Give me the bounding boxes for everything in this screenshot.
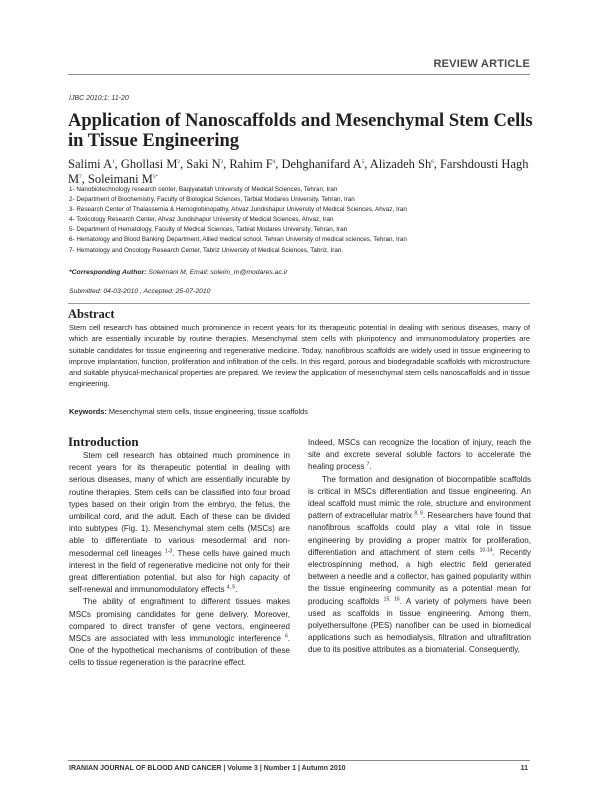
journal-footer: IRANIAN JOURNAL OF BLOOD AND CANCER | Volume 3 | Number 1 | Autumn 2010 — [69, 765, 346, 772]
affiliation-list — [69, 185, 539, 256]
author-affiliation-mark: 5 — [361, 159, 365, 165]
body-paragraph — [69, 596, 290, 669]
introduction-heading: Introduction — [68, 434, 139, 449]
affiliation-item: 7- Hematology and Oncology Research Center, Tabriz University of Medical Sciences, Tabriz, Iran. — [69, 246, 344, 254]
author-affiliation-mark: 3 — [220, 159, 224, 165]
author-affiliation-mark: 7 — [79, 174, 82, 180]
keywords-text: Mesenchymal stem cells, tissue engineering, tissue scaffolds — [108, 407, 308, 416]
author-affiliation-mark: 6 — [431, 159, 434, 165]
corresponding-author — [69, 269, 288, 276]
abstract-heading: Abstract — [68, 307, 115, 321]
citation-mark: 7 — [366, 461, 370, 468]
keywords-label: Keywords: — [69, 407, 107, 416]
body-paragraph — [308, 437, 531, 474]
body-text: . These cells have gained much interest in the field of regenerative medicine not only for their great differentiation potential, but also for high capacity of self-renewal and immunomodulatory effects — [69, 548, 290, 595]
body-text: . A variety of polymers have been used as scaffolds in tissue engineering. Among them, polyethersulfone (PES) nanofiber can be used in biomedical applications such as hemodialysis, filtration and ultrafiltration due to its positive attributes as a biomaterial. Consequently, — [308, 596, 531, 655]
body-text: . Recently electrospinning method, a high electric field generated between a needle and a collector, has gained popularity within the tissue engineering community as a potential mean for producing scaffolds — [308, 547, 531, 606]
body-text: . — [235, 585, 238, 595]
body-text: . Researchers have found that nanofibrous scaffolds could play a vital role in tissue engineering by providing a proper matrix for proliferation, differentiation and attachment of stem cells — [308, 511, 531, 557]
author-name: Farshdousti Hagh M — [68, 157, 529, 186]
body-text: Stem cell research has obtained much prominence in recent years for its therapeutic potential in dealing with serious diseases, many of which are essentially incurable by routine therapies. Stem cells can be classified into four broad types based on their origin from the embryo, the fetus, the umbilical cord, and the adult. Each of these can be divided into subtypes (Fig. 1). Mesenchymal stem cells (MSCs) are able to differentiate to various mesodermal and non-mesodermal cell lineages — [69, 451, 290, 558]
body-column-left — [69, 450, 290, 670]
header-divider — [68, 74, 530, 75]
author-affiliation-mark: 2 — [177, 159, 180, 165]
citation-mark: 6 — [284, 633, 288, 640]
author-affiliation-mark: 5* — [152, 174, 158, 180]
citation-mark: 8, 9 — [414, 510, 423, 517]
body-text: . One of the hypothetical mechanisms of contribution of these cells to tissue regeneration is the paracrine effect. — [69, 634, 290, 668]
citation-mark: 15, 16 — [383, 595, 400, 602]
keywords — [69, 406, 530, 417]
author-name: Soleimani M — [87, 172, 153, 186]
submission-dates: Submitted: 04-03-2010 , Accepted: 25-07-2010 — [69, 288, 211, 295]
author-affiliation-mark: 1 — [112, 159, 115, 165]
corresponding-author-label: *Corresponding Author: — [69, 269, 147, 276]
body-text: Indeed, MSCs can recognize the location of injury, reach the site and excrete several soluble factors to accelerate the healing process — [308, 438, 531, 472]
author-name: Ghollasi M — [120, 157, 178, 171]
affiliation-item: 5- Department of Hematology, Faculty of Medical Sciences, Tarbiat Modares University, Tehran, Iran — [69, 226, 348, 234]
body-column-right — [308, 437, 531, 657]
affiliation-item: 1- Nanobiotechnology research center, Baqiyatallah University of Medical Sciences, Tehran, Iran — [69, 186, 338, 193]
affiliation-item: 3- Research Center of Thalassemia & Hemoglobinopathy, Ahvaz Jundishapur University of Medical Sciences, Ahvaz, Iran — [69, 206, 407, 214]
citation-mark: 1-3 — [164, 547, 173, 554]
abstract-text: Stem cell research has obtained much prominence in recent years for its therapeutic potential in dealing with serious diseases, many of which are essentially incurable by routine therapies. Mesenchymal stem cells with pluripotency and immunomodulatory properties are suitable candidates for tissue engineering and regenerative medicine. Today, nanofibrous scaffolds are widely used in tissue engineering to improve implantation, function, proliferation and infiltration of the cells. In this regard, porous and biodegradable scaffolds with microstructure and suitable physical-mechanical properties are prepared. We review the application of mesenchymal stem cells nanoscaffolds and in tissue engineering. — [69, 323, 530, 389]
footer-divider — [68, 760, 530, 761]
body-paragraph — [69, 450, 290, 596]
affiliation-item: 4- Toxicology Research Center, Ahvaz Jundishapur University of Medical Sciences, Ahvaz, Iran — [69, 216, 334, 224]
article-title: Application of Nanoscaffolds and Mesenchymal Stem Cells in Tissue Engineering — [68, 111, 533, 151]
journal-citation: IJBC 2010;1: 11-20 — [69, 95, 129, 102]
page-number: 11 — [520, 765, 528, 772]
author-affiliation-mark: 4 — [272, 159, 276, 165]
affiliation-item: 2- Department of Biochemistry, Faculty of Biological Sciences, Tarbiat Modares University, Tehran, Iran — [69, 196, 355, 204]
body-text: The formation and designation of biocompatible scaffolds is critical in MSCs differentiation and tissue engineering. An ideal scaffold must mimic the role, structure and environment pattern of extracellular matrix — [308, 474, 531, 521]
body-text: The ability of engraftment to different tissues makes MSCs promising candidates for gene delivery. Moreover, compared to direct transfer of gene vectors, engineered MSCs are associated with less immunologic interference — [69, 597, 290, 644]
author-name: Alizadeh Sh — [369, 157, 432, 171]
author-name: Salimi A — [68, 157, 113, 171]
citation-mark: 10-14 — [479, 547, 493, 554]
body-paragraph — [308, 474, 531, 657]
article-type-label: REVIEW ARTICLE — [433, 58, 530, 70]
author-name: Rahim F — [229, 157, 273, 171]
affiliation-item: 6- Hematology and Blood Banking Department, Allied medical school, Tehran University of medical sciences, Tehran, Iran — [69, 236, 407, 244]
citation-mark: 4, 5 — [226, 584, 236, 591]
author-list: Salimi $A^1$, Ghollasi $M^2$, Saki $N^3$, Rahim $F^4$, Dehghanifard $A^5$, Alizadeh Sh$^6$, Farshdousti Hagh $M^7$, Soleimani $M^{5*}$ — [68, 157, 529, 186]
abstract-divider — [68, 303, 530, 304]
corresponding-author-contact: Soleimani M, Email: soleim_m@modares.ac.ir — [148, 269, 288, 276]
author-name: Saki N — [186, 157, 221, 171]
author-name: Dehghanifard A — [281, 157, 362, 171]
body-text: . — [369, 462, 372, 472]
